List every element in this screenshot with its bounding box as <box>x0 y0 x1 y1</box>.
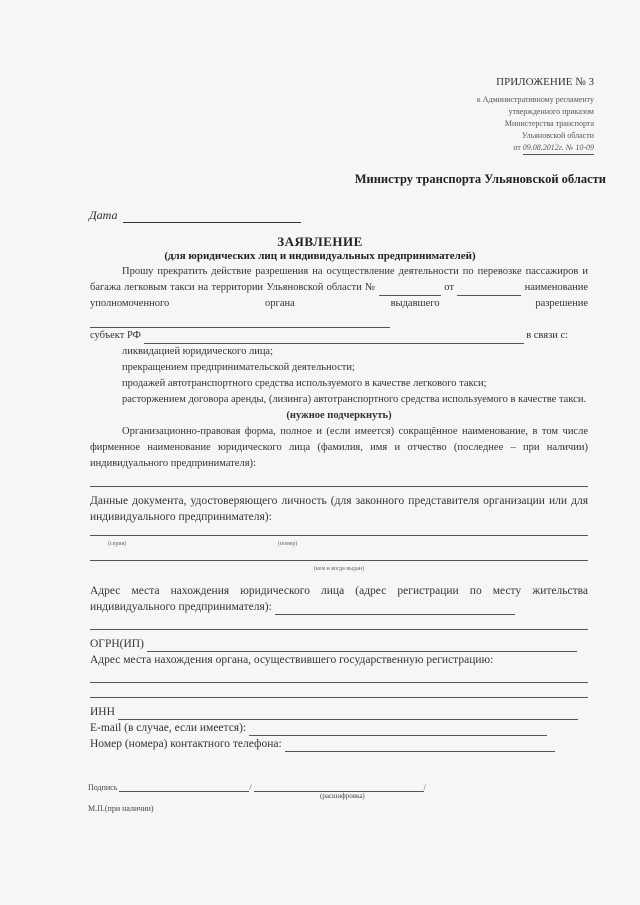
stamp-label: М.П.(при наличии) <box>88 804 154 813</box>
address-field-2[interactable] <box>90 615 588 630</box>
date-label: Дата <box>89 208 118 222</box>
ogrn-field[interactable] <box>147 640 577 652</box>
signature-block <box>88 780 588 813</box>
appendix-line: утвержденного приказом <box>508 107 594 116</box>
addressee: Министру транспорта Ульяновской области <box>354 172 606 186</box>
signature-field[interactable] <box>119 780 249 792</box>
phone-label: Номер (номера) контактного телефона: <box>90 738 282 750</box>
reason-item[interactable]: ликвидацией юридического лица; <box>122 346 274 357</box>
inn-row <box>90 704 588 720</box>
intro-ot: от <box>444 282 454 293</box>
appendix-block <box>394 76 594 155</box>
document-subtitle: (для юридических лиц и индивидуальных предпринимателей) <box>164 250 476 262</box>
email-row <box>90 720 588 736</box>
appendix-date: 09.08.2012г. № 10-09 <box>523 142 594 155</box>
id-issued-field[interactable] <box>90 552 588 561</box>
org-form-paragraph: Организационно-правовая форма, полное и (если имеется) сокращённое наименование, в том числе фирменное наименование юридического лица (фамилия, имя и отчество (последнее – при наличии) индивидуального предпринимателя): <box>90 426 588 469</box>
authority-field[interactable] <box>90 316 390 328</box>
document-title: ЗАЯВЛЕНИЕ <box>277 234 363 249</box>
appendix-date-prefix: от <box>513 143 521 152</box>
phone-row <box>90 736 588 752</box>
appendix-title: ПРИЛОЖЕНИЕ № 3 <box>496 76 594 88</box>
signature-row: Подпись / / <box>88 780 588 792</box>
inn-field[interactable] <box>118 708 578 720</box>
subject-label: субъект РФ <box>90 330 141 341</box>
reason-item[interactable]: продажей автотранспортного средства используемого в качестве легкового такси; <box>122 378 487 389</box>
series-label: (серия) <box>108 541 127 547</box>
appendix-date-row <box>394 142 594 155</box>
permit-date-field[interactable] <box>457 284 521 296</box>
subject-field[interactable] <box>144 332 524 344</box>
intro-authority-text: наименование уполномоченного органа выдавшего разрешение <box>90 282 589 309</box>
in-connection-label: в связи с: <box>526 330 569 341</box>
email-field[interactable] <box>249 724 547 736</box>
document-body <box>90 264 588 752</box>
address-field[interactable] <box>275 603 515 615</box>
address-paragraph <box>90 583 588 615</box>
intro-text: Прошу прекратить действие разрешения на осуществление деятельности по перевозке пассажиров и багажа легковым такси на территории Ульяновской области № <box>90 266 588 293</box>
email-label: E-mail (в случае, если имеется): <box>90 722 247 734</box>
reason-item[interactable]: прекращением предпринимательской деятельности; <box>122 362 355 373</box>
appendix-line: к Административному регламенту <box>476 95 594 104</box>
subject-row <box>90 328 588 344</box>
date-row <box>89 208 301 223</box>
reg-address-field-2[interactable] <box>90 683 588 698</box>
date-field[interactable] <box>123 211 301 223</box>
inn-label: ИНН <box>90 706 115 718</box>
permit-number-field[interactable] <box>379 284 441 296</box>
id-series-number-field[interactable] <box>90 525 588 536</box>
issued-label: (кем и когда выдан) <box>313 566 365 572</box>
intro-paragraph <box>90 264 588 328</box>
decoding-label: (расшифровка) <box>320 792 365 800</box>
signature-label: Подпись <box>88 783 118 792</box>
appendix-line: Министерства транспорта <box>504 119 594 128</box>
number-label: (номер) <box>277 541 298 547</box>
reg-address-field[interactable] <box>90 668 588 683</box>
org-name-field[interactable] <box>90 472 588 487</box>
phone-field[interactable] <box>285 740 555 752</box>
ogrn-row <box>90 636 588 652</box>
id-doc-paragraph: Данные документа, удостоверяющего личность (для законного представителя организации или для индивидуального предпринимателя): <box>90 495 588 523</box>
reg-address-paragraph: Адрес места нахождения органа, осуществившего государственную регистрацию: <box>90 654 494 666</box>
id-labels-row <box>90 536 588 552</box>
ogrn-label: ОГРН(ИП) <box>90 638 144 650</box>
decoding-field[interactable] <box>254 780 424 792</box>
address-label: Адрес места нахождения юридического лица (адрес регистрации по месту жительства индивидуального предпринимателя): <box>90 585 588 613</box>
reason-item[interactable]: расторжением договора аренды, (лизинга) автотранспортного средства используемого в качестве такси. <box>122 394 587 405</box>
underline-note: (нужное подчеркнуть) <box>286 410 392 421</box>
appendix-line: Ульяновской области <box>521 131 594 140</box>
